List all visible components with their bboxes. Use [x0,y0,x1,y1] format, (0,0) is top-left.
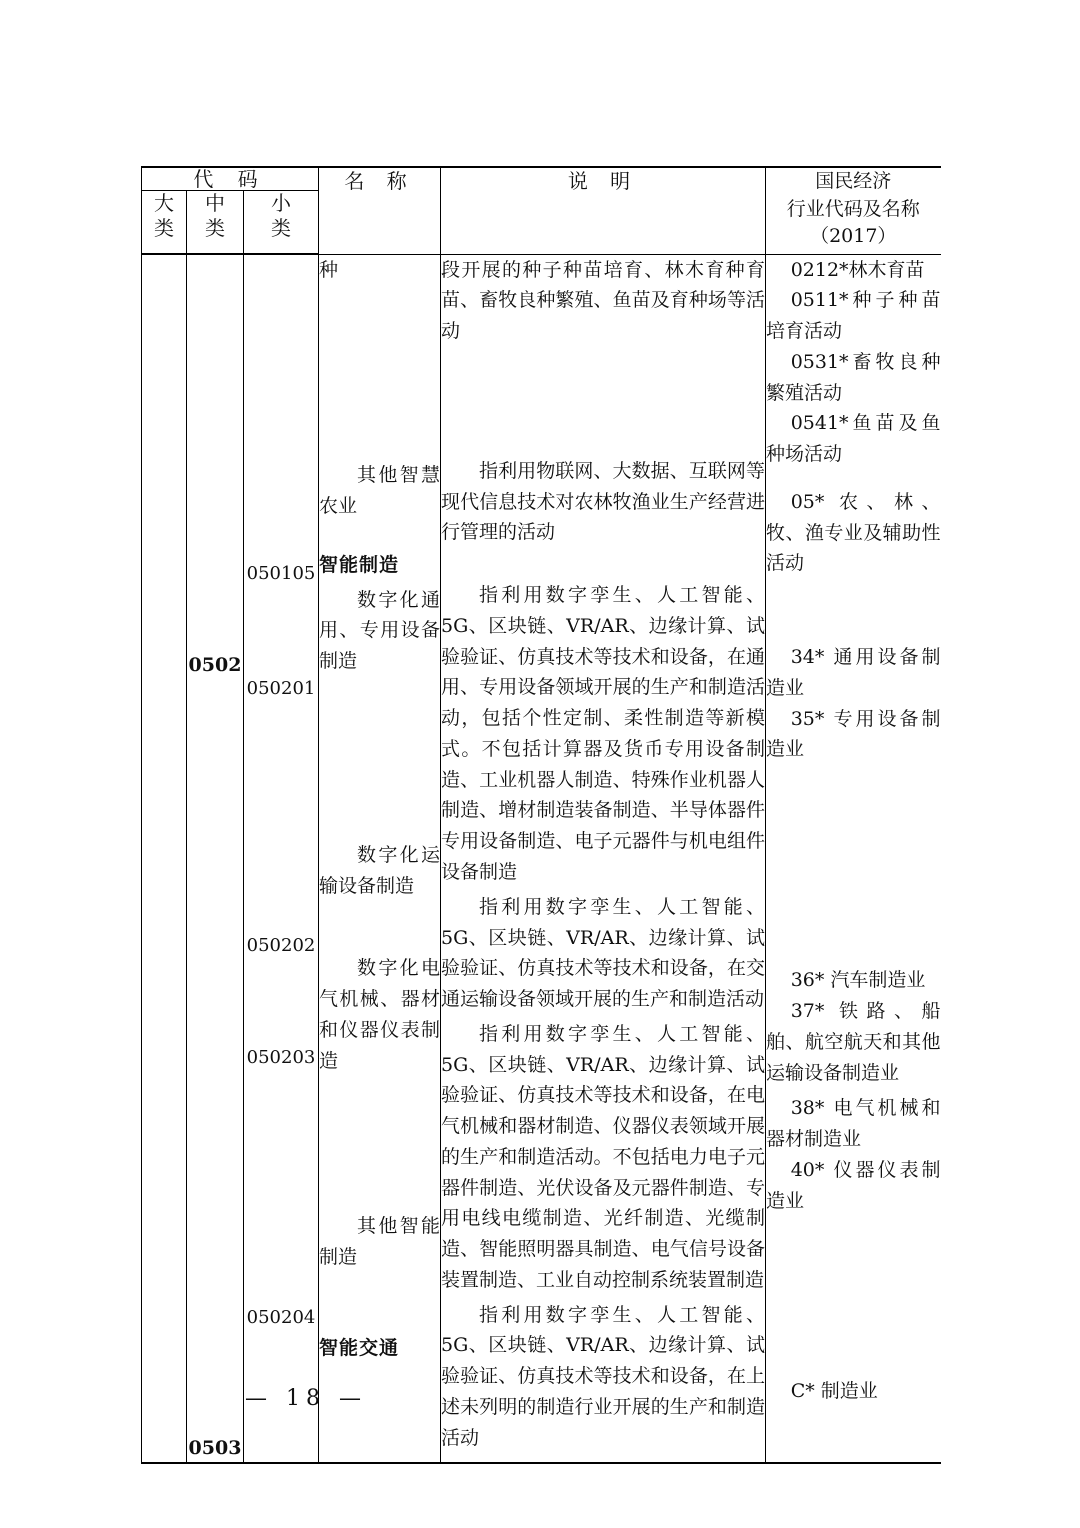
header-industry-code [766,167,941,254]
page-number: — 18 — [245,1386,367,1411]
desc-050202: 指利用数字孪生、人工智能、5G、区块链、VR/AR、边缘计算、试验验证、仿真技术等技术和设备，在交通运输设备领域开展的生产和制造活动 [441,895,766,1011]
desc-050204: 指利用数字孪生、人工智能、5G、区块链、VR/AR、边缘计算、试验验证、仿真技术等技术和设备，在上述未列明的制造行业开展的生产和制造活动 [441,1303,766,1449]
header-description: 说 明 [441,167,766,254]
header-major-class [142,191,187,255]
header-middle-line-1: 中 [205,191,225,215]
header-major-line-1: 大 [154,191,174,215]
cell-industry-code [766,254,941,1463]
header-industry-line-1: 国民经济 [815,170,892,192]
industry-0-item-2: 0531*畜牧良种繁殖活动 [766,350,941,404]
industry-0-item-3: 0541*鱼苗及鱼种场活动 [766,412,941,466]
name-050105: 其他智慧农业 [319,464,441,518]
name-0502-smart-manufacturing: 智能制造 [319,553,400,576]
desc-050201: 指利用数字孪生、人工智能、5G、区块链、VR/AR、边缘计算、试验验证、仿真技术等技术和设备，在通用、专用设备领域开展的生产和制造活动，包括个性定制、柔性制造等新模式。不包括计算器及货币专用设备制造、工业机器人制造、特殊作业机器人制造、增材制造装备制造、半导体器件专用设备制造、电子元器件与机电组件设备制造 [441,584,766,883]
desc-050105: 指利用物联网、大数据、互联网等现代信息技术对农林牧渔业生产经营进行管理的活动 [441,459,766,544]
code-minor-050204: 050204 [246,1307,316,1328]
cell-minor-class [244,254,319,1463]
header-industry-line-2: 行业代码及名称 [786,197,920,220]
name-continuation-0: 种 [319,258,339,281]
header-major-line-2: 类 [154,216,174,240]
header-minor-line-2: 类 [271,216,291,240]
header-middle-class [187,191,244,255]
industry-050202-item-0: 36* 汽车制造业 [790,969,926,992]
code-middle-0502: 0502 [188,654,242,676]
header-middle-line-2: 类 [205,216,225,240]
industry-050203-item-0: 38* 电气机械和器材制造业 [766,1097,941,1151]
classification-table [141,166,941,1464]
header-minor-line-1: 小 [271,191,291,215]
code-minor-050201: 050201 [246,678,316,699]
name-050202: 数字化运输设备制造 [319,843,441,897]
table-header-row-1 [142,167,941,191]
name-050203: 数字化电气机械、器材和仪器仪表制造 [319,957,441,1072]
name-0503-smart-transport: 智能交通 [319,1336,400,1359]
industry-050105-item-0: 05* 农、林、牧、渔专业及辅助性活动 [766,490,941,575]
code-minor-050203: 050203 [246,1047,316,1068]
industry-0-item-1: 0511*种子种苗培育活动 [766,289,941,343]
cell-major-class [142,254,187,1463]
industry-050204-item-0: C* 制造业 [790,1380,878,1403]
industry-050201-item-0: 34* 通用设备制造业 [766,646,941,699]
table-body [142,254,941,1463]
industry-050203-item-1: 40* 仪器仪表制造业 [766,1158,941,1212]
code-middle-0503: 0503 [188,1436,242,1459]
code-minor-050202: 050202 [246,935,316,956]
header-name: 名 称 [319,167,441,254]
industry-050201-item-1: 35* 专用设备制造业 [766,707,941,761]
header-minor-class [244,191,319,255]
header-industry-line-3: （2017） [810,225,897,248]
cell-middle-class [187,254,244,1463]
name-050204: 其他智能制造 [319,1215,441,1269]
code-minor-050105: 050105 [246,563,316,584]
desc-050203: 指利用数字孪生、人工智能、5G、区块链、VR/AR、边缘计算、试验验证、仿真技术等技术和设备，在电气机械和器材制造、仪器仪表领域开展的生产和制造活动。不包括电力电子元器件制造、光伏设备及元器件制造、专用电线电缆制造、光纤制造、光缆制造、智能照明器具制造、电气信号设备装置制造、工业自动控制系统装置制造 [441,1022,766,1291]
industry-0-item-0: 0212*林木育苗 [790,258,925,281]
table-row [142,254,941,1463]
industry-050202-item-1: 37* 铁路、船舶、航空航天和其他运输设备制造业 [766,999,941,1084]
header-code-group: 代 码 [142,167,319,191]
cell-name [319,254,441,1463]
desc-row-0: 段开展的种子种苗培育、林木育种育苗、畜牧良种繁殖、鱼苗及育种场等活动 [441,258,766,343]
cell-description [441,254,766,1463]
name-050201: 数字化通用、专用设备制造 [319,588,441,673]
